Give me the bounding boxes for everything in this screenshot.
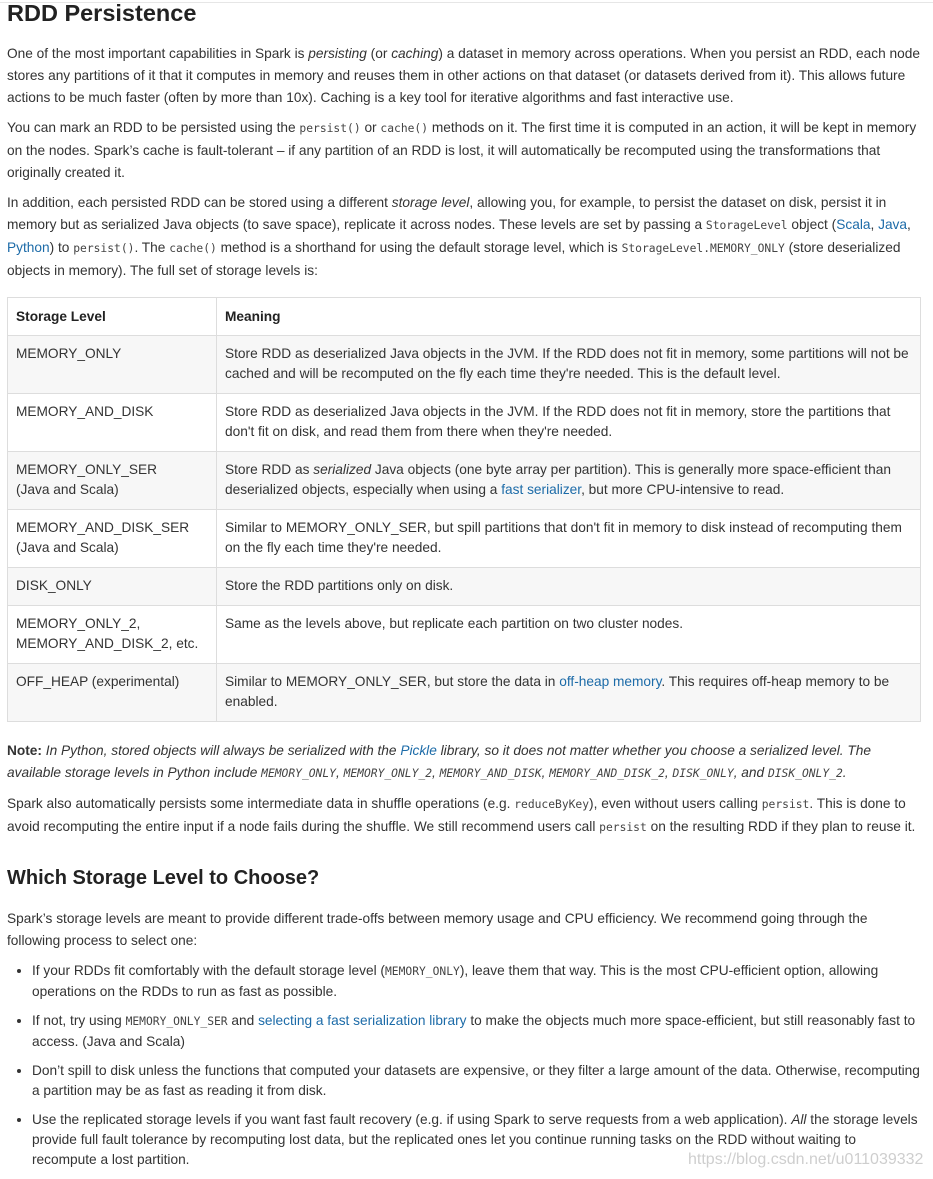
table-cell-meaning: Store RDD as deserialized Java objects in the JVM. If the RDD does not fit in memory, some partitions will not be cached and will be recomputed on the fly each time they're needed. This is the default level. [217, 336, 921, 394]
storage-levels-table [7, 297, 921, 722]
table-header-row [8, 298, 921, 336]
table-cell-level: DISK_ONLY [8, 568, 217, 606]
code-reducebykey: reduceByKey [514, 798, 590, 811]
list-item: • If not, try using MEMORY_ONLY_SER and selecting a fast serialization library to make the objects much more space-efficient, but still reasonably fast to access. (Java and Scala) [32, 1010, 921, 1052]
link-off-heap-memory[interactable]: off-heap memory [559, 674, 662, 689]
paragraph-tradeoffs: Spark’s storage levels are meant to provide different trade-offs between memory usage and CPU efficiency. We recommend going through the following process to select one: [7, 911, 868, 948]
table-row [8, 452, 921, 510]
table-cell-meaning: Similar to MEMORY_ONLY_SER, but spill partitions that don't fit in memory to disk instead of recomputing them on the fly each time they're needed. [217, 510, 921, 568]
table-cell-meaning: Similar to MEMORY_ONLY_SER, but store the data in off-heap memory. This requires off-heap memory to be enabled. [217, 664, 921, 722]
code-cache: cache() [380, 122, 429, 135]
table-cell-level: OFF_HEAP (experimental) [8, 664, 217, 722]
heading-which-storage-level: Which Storage Level to Choose? [7, 867, 320, 889]
table-cell-level: MEMORY_ONLY [8, 336, 217, 394]
table-header-storage-level: Storage Level [8, 298, 217, 336]
paragraph-shuffle-persist: Spark also automatically persists some intermediate data in shuffle operations (e.g. reduceByKey), even without users calling persist. This is done to avoid recomputing the entire input if a node fails during the shuffle. We still recommend users call persist on the resulting RDD if they plan to reuse it. [7, 796, 916, 834]
code-memory-only-default: StorageLevel.MEMORY_ONLY [621, 242, 785, 255]
table-cell-level: MEMORY_ONLY_SER (Java and Scala) [8, 452, 217, 510]
heading-rdd-persistence: RDD Persistence [7, 0, 197, 26]
link-fast-serializer[interactable]: fast serializer [501, 482, 582, 497]
list-item: • Don’t spill to disk unless the functions that computed your datasets are expensive, or they filter a large amount of the data. Otherwise, recomputing a partition may be as fast as reading it from disk. [32, 1060, 921, 1101]
table-cell-level: MEMORY_AND_DISK_SER (Java and Scala) [8, 510, 217, 568]
link-java[interactable]: Java [878, 217, 908, 232]
table-cell-meaning: Store the RDD partitions only on disk. [217, 568, 921, 606]
table-cell-meaning: Store RDD as deserialized Java objects in the JVM. If the RDD does not fit in memory, store the partitions that don't fit on disk, and read them from there when they're needed. [217, 394, 921, 452]
paragraph-storage-level: In addition, each persisted RDD can be stored using a different storage level, allowing you, for example, to persist the dataset on disk, persist it in memory but as serialized Java objects (to save space), replicate it across nodes. These levels are set by passing a StorageLevel object (Scala, Java, Python) to persist(). The cache() method is a shorthand for using the default storage level, which is StorageLevel.MEMORY_ONLY (store deserialized objects in memory). The full set of storage levels is: [7, 195, 911, 278]
link-python[interactable]: Python [7, 240, 50, 255]
table-header-meaning: Meaning [217, 298, 921, 336]
code-persist-2: persist() [73, 242, 135, 255]
table-cell-meaning: Same as the levels above, but replicate each partition on two cluster nodes. [217, 606, 921, 664]
recommendation-list [7, 960, 924, 1170]
paragraph-persist-methods: You can mark an RDD to be persisted using the persist() or cache() methods on it. The first time it is computed in an action, it will be kept in memory on the nodes. Spark’s cache is fault-tolerant – if any partition of an RDD is lost, it will automatically be recomputed using the transformations that originally created it. [7, 120, 917, 180]
table-cell-meaning: Store RDD as serialized Java objects (one byte array per partition). This is generally more space-efficient than deserialized objects, especially when using a fast serializer, but more CPU-intensive to read. [217, 452, 921, 510]
list-item: • Use the replicated storage levels if you want fast fault recovery (e.g. if using Spark to serve requests from a web application). All the storage levels provide full fault tolerance by recomputing lost data, but the replicated ones let you continue running tasks on the RDD without waiting to recompute a lost partition. [32, 1109, 921, 1170]
note-label: Note: [7, 743, 42, 758]
table-row [8, 606, 921, 664]
table-row [8, 394, 921, 452]
table-row [8, 568, 921, 606]
python-note: Note: In Python, stored objects will always be serialized with the Pickle library, so it does not matter whether you choose a serialized level. The available storage levels in Python include MEMORY_ONLY, MEMORY_ONLY_2, MEMORY_AND_DISK, MEMORY_AND_DISK_2, DISK_ONLY, and DISK_ONLY_2. [7, 743, 871, 780]
code-persist: persist() [299, 122, 361, 135]
code-storagelevel: StorageLevel [705, 219, 788, 232]
watermark: https://blog.csdn.net/u011039332 [688, 1151, 924, 1168]
table-cell-level: MEMORY_ONLY_2, MEMORY_AND_DISK_2, etc. [8, 606, 217, 664]
link-scala[interactable]: Scala [836, 217, 871, 232]
table-row [8, 336, 921, 394]
list-item: • If your RDDs fit comfortably with the default storage level (MEMORY_ONLY), leave them that way. This is the most CPU-efficient option, allowing operations on the RDDs to run as fast as possible. [32, 960, 921, 1002]
paragraph-intro: One of the most important capabilities in Spark is persisting (or caching) a dataset in memory across operations. When you persist an RDD, each node stores any partitions of it that it computes in memory and reuses them in other actions on that dataset (or datasets derived from it). This allows future actions to be much faster (often by more than 10x). Caching is a key tool for iterative algorithms and fast interactive use. [7, 46, 920, 105]
link-serialization-library[interactable]: selecting a fast serialization library [258, 1013, 467, 1028]
document [7, 0, 924, 1178]
table-cell-level: MEMORY_AND_DISK [8, 394, 217, 452]
code-cache-2: cache() [169, 242, 217, 255]
table-row [8, 510, 921, 568]
link-pickle[interactable]: Pickle [400, 743, 437, 758]
table-row [8, 664, 921, 722]
